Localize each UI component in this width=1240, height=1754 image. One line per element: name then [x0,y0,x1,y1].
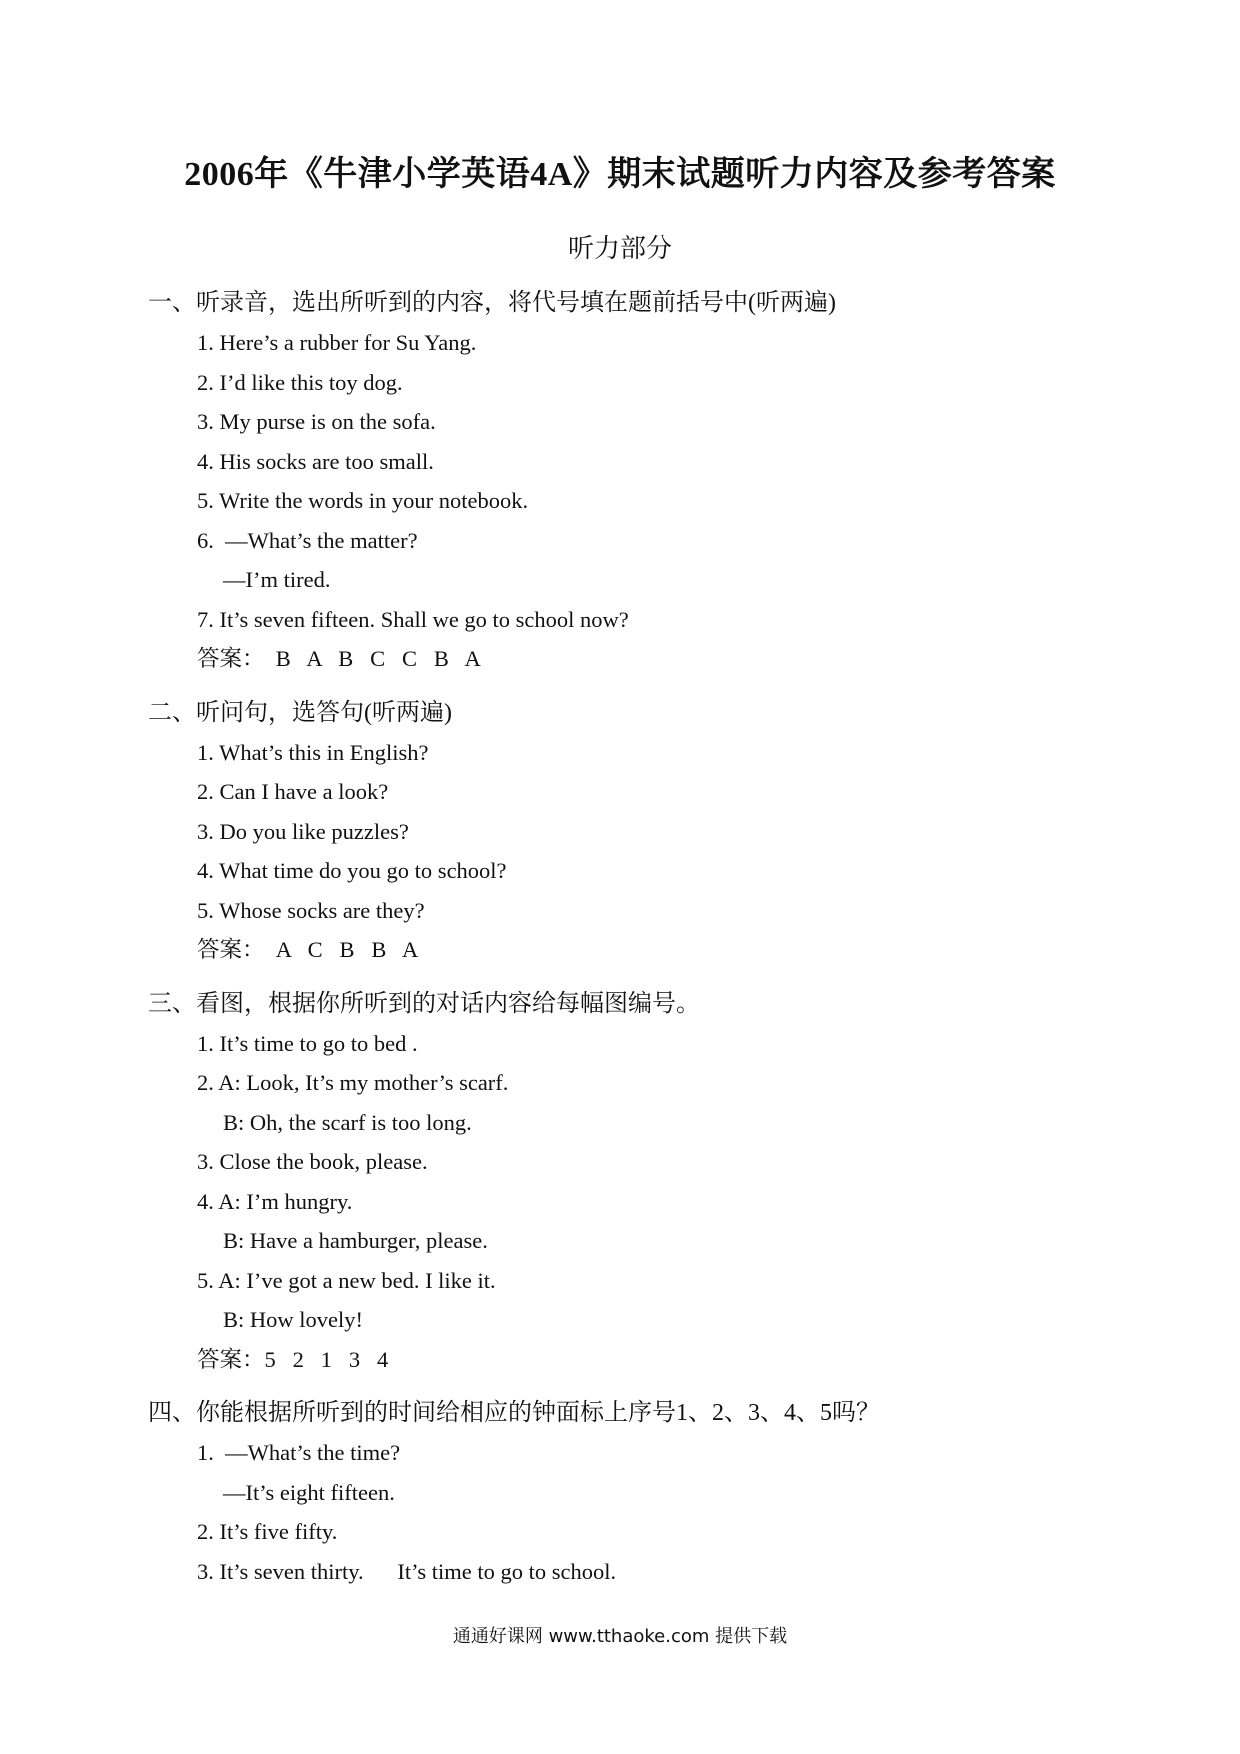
section-2 [148,693,1148,970]
question-item: 5. A: I’ve got a new bed. I like it. [197,1267,496,1293]
answer-key: 答案： A C B B A [197,937,419,962]
dialogue-reply-line: B: Have a hamburger, please. [223,1228,488,1253]
dialogue-reply-line: B: Oh, the scarf is too long. [223,1109,472,1135]
question-item: 7. It’s seven fifteen. Shall we go to school now? [197,606,629,632]
answer-key: 答案： B A B C C B A [197,646,481,671]
section-heading: 三、看图，根据你所听到的对话内容给每幅图编号。 [148,990,700,1017]
question-item: 3. My purse is on the sofa. [197,409,436,434]
section-heading: 一、听录音，选出所听到的内容，将代号填在题前括号中(听两遍) [148,290,836,316]
page-footer: 通通好课网 www.tthaoke.com 提供下载 [452,1626,788,1647]
question-item: 2. It’s five fifty. [197,1519,338,1544]
dialogue-reply-line: —I’m tired. [223,567,331,592]
question-item: 4. A: I’m hungry. [197,1188,353,1214]
question-item: 1. —What’s the time? [197,1440,401,1465]
section-heading: 四、你能根据所听到的时间给相应的钟面标上序号1、2、3、4、5吗？ [148,1400,880,1426]
question-item: 3. Close the book, please. [197,1149,428,1174]
question-item: 3. Do you like puzzles? [197,818,409,844]
sections-container [148,283,1148,1605]
question-item: 2. I’d like this toy dog. [197,369,403,395]
question-item: 6. —What’s the matter? [197,527,418,553]
question-item: 3. It’s seven thirty. It’s time to go to school. [197,1558,617,1584]
question-item: 2. A: Look, It’s my mother’s scarf. [197,1070,509,1095]
page-subtitle: 听力部分 [567,234,672,263]
page-title: 2006年《牛津小学英语4A》期末试题听力内容及参考答案 [184,156,1056,193]
question-item: 2. Can I have a look? [197,779,389,804]
section-4 [148,1393,1148,1591]
dialogue-reply-line: B: How lovely! [223,1307,363,1332]
question-item: 1. What’s this in English? [197,739,429,765]
answer-key: 答案：5 2 1 3 4 [197,1346,389,1372]
question-item: 4. What time do you go to school? [197,858,507,883]
question-item: 5. Write the words in your notebook. [197,488,529,513]
question-item: 1. Here’s a rubber for Su Yang. [197,330,477,355]
section-1 [148,283,1148,679]
section-heading: 二、听问句，选答句(听两遍) [148,699,452,726]
question-item: 5. Whose socks are they? [197,897,425,923]
section-3 [148,984,1148,1380]
question-item: 4. His socks are too small. [197,448,434,474]
dialogue-reply-line: —It’s eight fifteen. [223,1479,395,1505]
question-item: 1. It’s time to go to bed . [197,1030,418,1056]
